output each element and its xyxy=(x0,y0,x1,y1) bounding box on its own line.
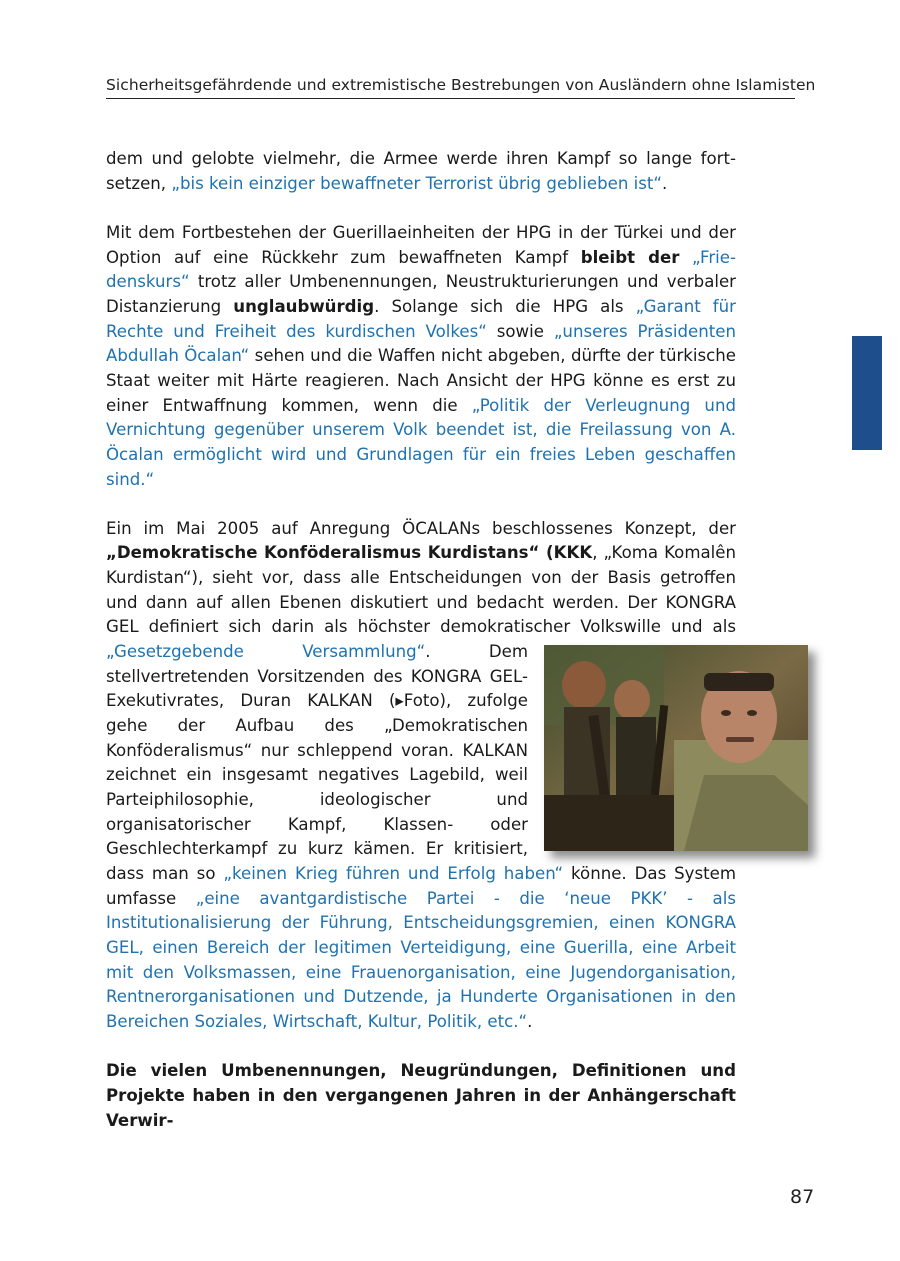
text: trotz aller Umbenennungen, Neustrukturierungen und verbaler Distanzierung xyxy=(106,272,736,316)
text: sehen und die Waffen nicht abgeben, dürfte der türkische Staat weiter mit Härte reagieren. Nach Ansicht der HPG könne es erst zu einer Entwaffnung kommen, wenn die xyxy=(106,346,736,415)
quote: „eine avantgardistische Partei - die ‘neue PKK’ - als Institutionalisierung der Führung, Entscheidungsgremien, einen KONGRA GEL, einen Bereich der legitimen Verteidigung, eine Guerilla, eine Arbeit mit den Volksmassen, eine Frauenorganisation, eine Jugendorganisation, Rentnerorganisationen und Dutzende, ja Hunderte Organisationen in den Bereichen Soziales, Wirtschaft, Kultur, Politik, etc.“ xyxy=(106,888,736,1031)
text: könne. Das System umfasse xyxy=(106,864,737,908)
text: . xyxy=(527,1011,533,1031)
text: Ein im Mai 2005 auf Anregung ÖCALANs beschlossenes Konzept, der xyxy=(106,518,736,538)
text: Foto), zufolge gehe der Aufbau des „Demokratischen Konföderalismus“ nur schleppend voran. KALKAN zeichnet ein insgesamt negatives Lagebild, weil Parteiphilosophie, ideologischer und organisatorischer Kampf, Klassen- oder Geschlechterkampf zu kurz kämen. Er kritisiert, dass man so xyxy=(106,691,528,883)
section-tab xyxy=(852,336,882,450)
quote: „unseres Präsidenten Abdullah Öcalan“ xyxy=(106,321,736,366)
kalkan-photo xyxy=(544,645,808,851)
text xyxy=(679,248,692,267)
running-header: Sicherheitsgefährdende und extremistische Bestrebungen von Ausländern ohne Islamisten xyxy=(106,76,795,99)
text: . Dem stellvertretenden Vorsitzenden des KONGRA GEL-Exekutivrates, Duran KALKAN ( xyxy=(106,642,528,711)
text: . Solange sich die HPG als xyxy=(374,296,636,316)
paragraph-2 xyxy=(106,221,736,492)
bold-text: bleibt der xyxy=(580,247,680,267)
bold-text: „Demokratische Konföderalismus Kurdistans“ (KKK xyxy=(106,543,593,563)
text: dem und gelobte vielmehr, die Armee werde ihren Kampf so lange fortsetzen, xyxy=(106,149,736,193)
page-number: 87 xyxy=(790,1186,815,1208)
quote: „bis kein einziger bewaffneter Terrorist übrig geblieben ist“ xyxy=(171,173,663,193)
quote: „keinen Krieg führen und Erfolg haben“ xyxy=(223,864,564,883)
text: Mit dem Fortbestehen der Guerillaeinheiten der HPG in der Türkei und der Option auf eine Rückkehr zum bewaffneten Kampf xyxy=(106,222,736,267)
quote: „Friedenskurs“ xyxy=(106,247,736,292)
bold-text: Die vielen Umbenennungen, Neugründungen, Definitionen und Projekte haben in den vergangenen Jahren in der Anhängerschaft Verwir- xyxy=(106,1061,736,1130)
arrow-icon: ▸ xyxy=(395,691,404,711)
paragraph-4 xyxy=(106,1059,736,1133)
text: , „Koma Komalên Kurdistan“), sieht vor, dass alle Entscheidungen von der Basis getroffen und dann auf allen Ebenen diskutiert und bedacht werden. Der KONGRA GEL definiert sich darin als höchster demokratischer Volkswille und als xyxy=(106,543,737,637)
quote: „Politik der Verleugnung und Vernichtung gegenüber unserem Volk beendet ist, die Freilassung von A. Öcalan ermöglicht wird und Grundlagen für ein freies Leben geschaffen sind.“ xyxy=(106,395,736,489)
text: sowie xyxy=(486,321,554,341)
quote: „Garant für Rechte und Freiheit des kurdischen Volkes“ xyxy=(106,296,736,341)
text: „Gesetzgebende Versammlung“ xyxy=(106,642,426,662)
body-text xyxy=(106,147,736,1158)
bold-text: unglaubwürdig xyxy=(233,296,375,316)
paragraph-3 xyxy=(106,517,736,1035)
text: . xyxy=(662,173,668,193)
paragraph-1 xyxy=(106,147,736,196)
